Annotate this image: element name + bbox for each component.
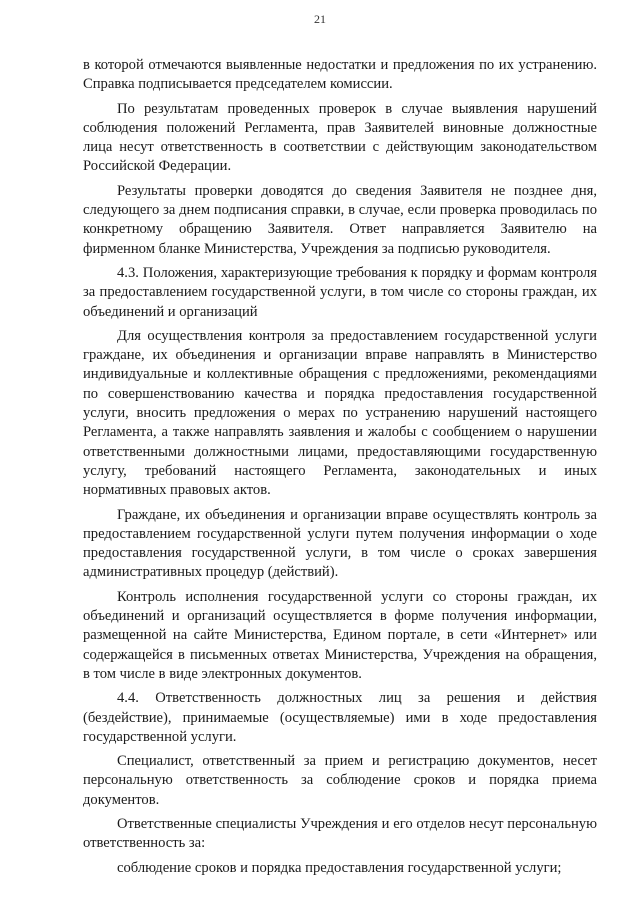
paragraph-control-form: Контроль исполнения государственной услуги со стороны граждан, их объединений и организаций осуществляется в форме получения информации, размещенной на сайте Министерства, Едином портале, в сети «Интернет» или содержащейся в письменных ответах Министерства, Учреждения на обращения, в том числе в виде электронных документов. [83,588,597,682]
paragraph-deadlines-compliance: соблюдение сроков и порядка предоставления государственной услуги; [117,859,562,876]
paragraph-citizen-information: Граждане, их объединения и организации вправе осуществлять контроль за предоставлением государственной услуги путем получения информации о ходе предоставления государственной услуги, в том числе о сроках завершения административных процедур (действий). [83,506,597,581]
paragraph-citizen-control: Для осуществления контроля за предоставлением государственной услуги граждане, их объединения и организации вправе направлять в Министерство индивидуальные и коллективные обращения с предложениями, рекомендациями по совершенствованию качества и порядка предоставления государственной услуги, вносить предложения о мерах по устранению нарушений настоящего Регламента, а также направлять заявления и жалобы с сообщением о нарушении ответственными должностными лицами, предоставляющими государственную услугу, требований настоящего Регламента, законодательных и иных нормативных правовых актов. [83,327,597,499]
paragraph-inspection-results: Результаты проверки доводятся до сведения Заявителя не позднее дня, следующего за днем подписания справки, в случае, если проверка проводилась по конкретному обращению Заявителя. Ответ направляется Заявителю на фирменном бланке Министерства, Учреждения за подписью руководителя. [83,182,597,257]
paragraph-continuation: в которой отмечаются выявленные недостатки и предложения по их устранению. Справка подписывается председателем комиссии. [83,57,597,93]
paragraph-registration-specialist: Специалист, ответственный за прием и регистрацию документов, несет персональную ответственность за соблюдение сроков и порядка приема документов. [83,753,597,808]
page-number: 21 [314,12,326,26]
section-heading-4-4: 4.4. Ответственность должностных лиц за решения и действия (бездействие), принимаемые (осуществляемые) ими в ходе предоставления государственной услуги. [83,690,597,745]
paragraph-violations-liability: По результатам проведенных проверок в случае выявления нарушений соблюдения положений Регламента, прав Заявителей виновные должностные лица несут ответственность в соответствии с действующим законодательством Российской Федерации. [83,100,597,175]
document-body [83,56,597,883]
paragraph-responsible-specialists: Ответственные специалисты Учреждения и его отделов несут персональную ответственность за: [83,815,597,852]
section-heading-4-3: 4.3. Положения, характеризующие требования к порядку и формам контроля за предоставлением государственной услуги, в том числе со стороны граждан, их объединений и организаций [83,264,597,320]
